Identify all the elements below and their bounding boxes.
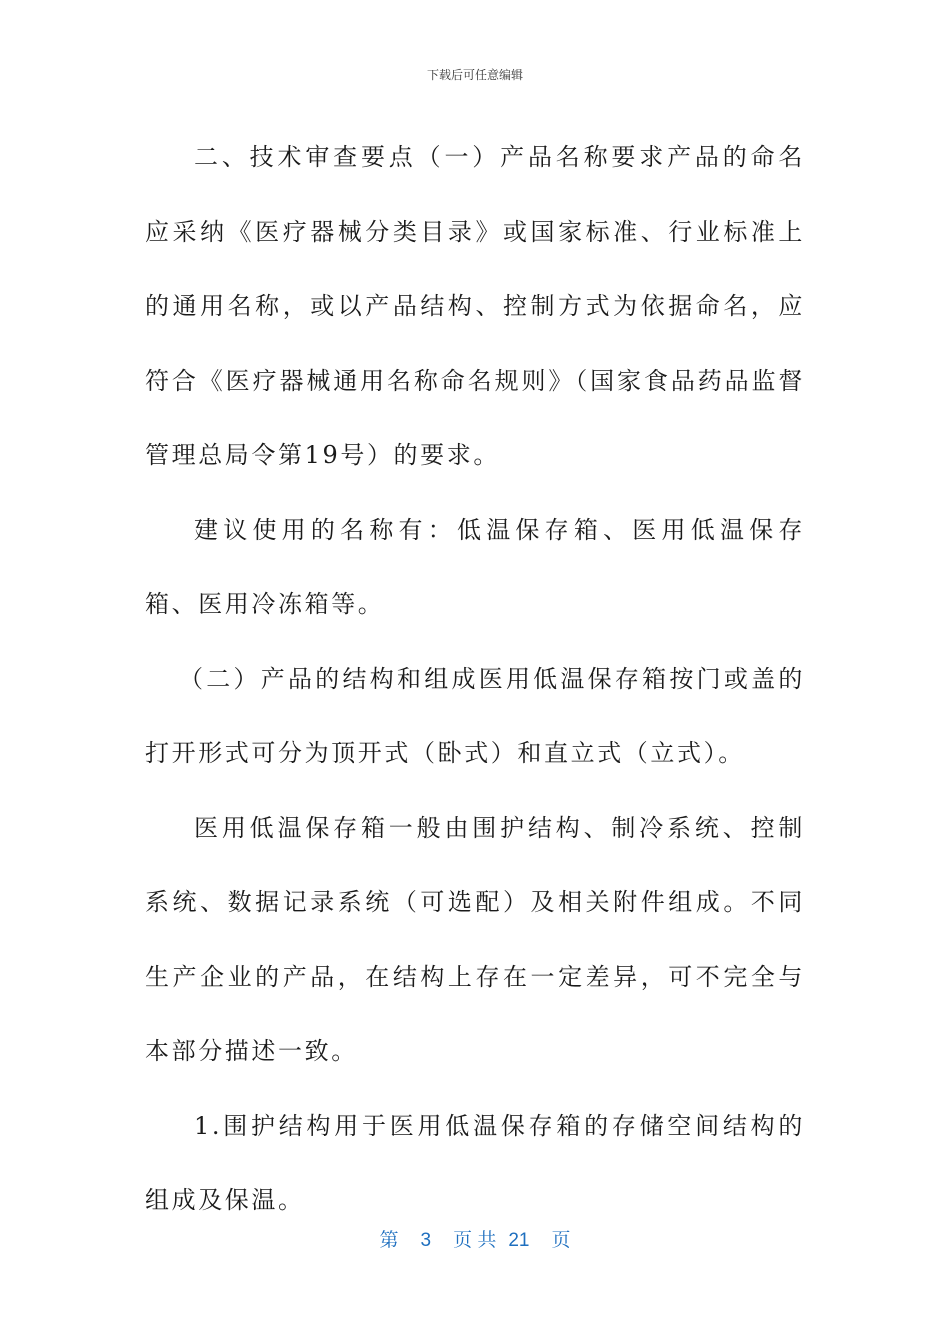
paragraph-components: 医用低温保存箱一般由围护结构、制冷系统、控制系统、数据记录系统（可选配）及相关附件组成。不同生产企业的产品，在结构上存在一定差异，可不完全与本部分描述一致。	[145, 813, 805, 1065]
paragraph-enclosure-structure: 1.围护结构用于医用低温保存箱的存储空间结构的组成及保温。	[145, 1111, 805, 1214]
paragraph-naming-requirements: 二、技术审查要点（一）产品名称要求产品的命名应采纳《医疗器械分类目录》或国家标准、行业标准上的通用名称，或以产品结构、控制方式为依据命名，应符合《医疗器械通用名称命名规则》（国家食品药品监督管理总局令第19号）的要求。	[145, 143, 805, 469]
page-footer	[0, 1225, 950, 1252]
document-body	[145, 120, 805, 1238]
footer-current-page: 3	[420, 1230, 432, 1251]
paragraph-suggested-names: 建议使用的名称有：低温保存箱、医用低温保存箱、医用冷冻箱等。	[145, 515, 805, 618]
footer-page-prefix: 第	[379, 1230, 399, 1251]
footer-total-pages: 21	[508, 1230, 530, 1251]
page-header-note: 下载后可任意编辑	[426, 68, 523, 82]
footer-page-mid: 页 共	[453, 1230, 497, 1251]
paragraph-structure-composition: （二）产品的结构和组成医用低温保存箱按门或盖的打开形式可分为顶开式（卧式）和直立式（立式）。	[145, 664, 805, 767]
footer-page-suffix: 页	[551, 1230, 571, 1251]
